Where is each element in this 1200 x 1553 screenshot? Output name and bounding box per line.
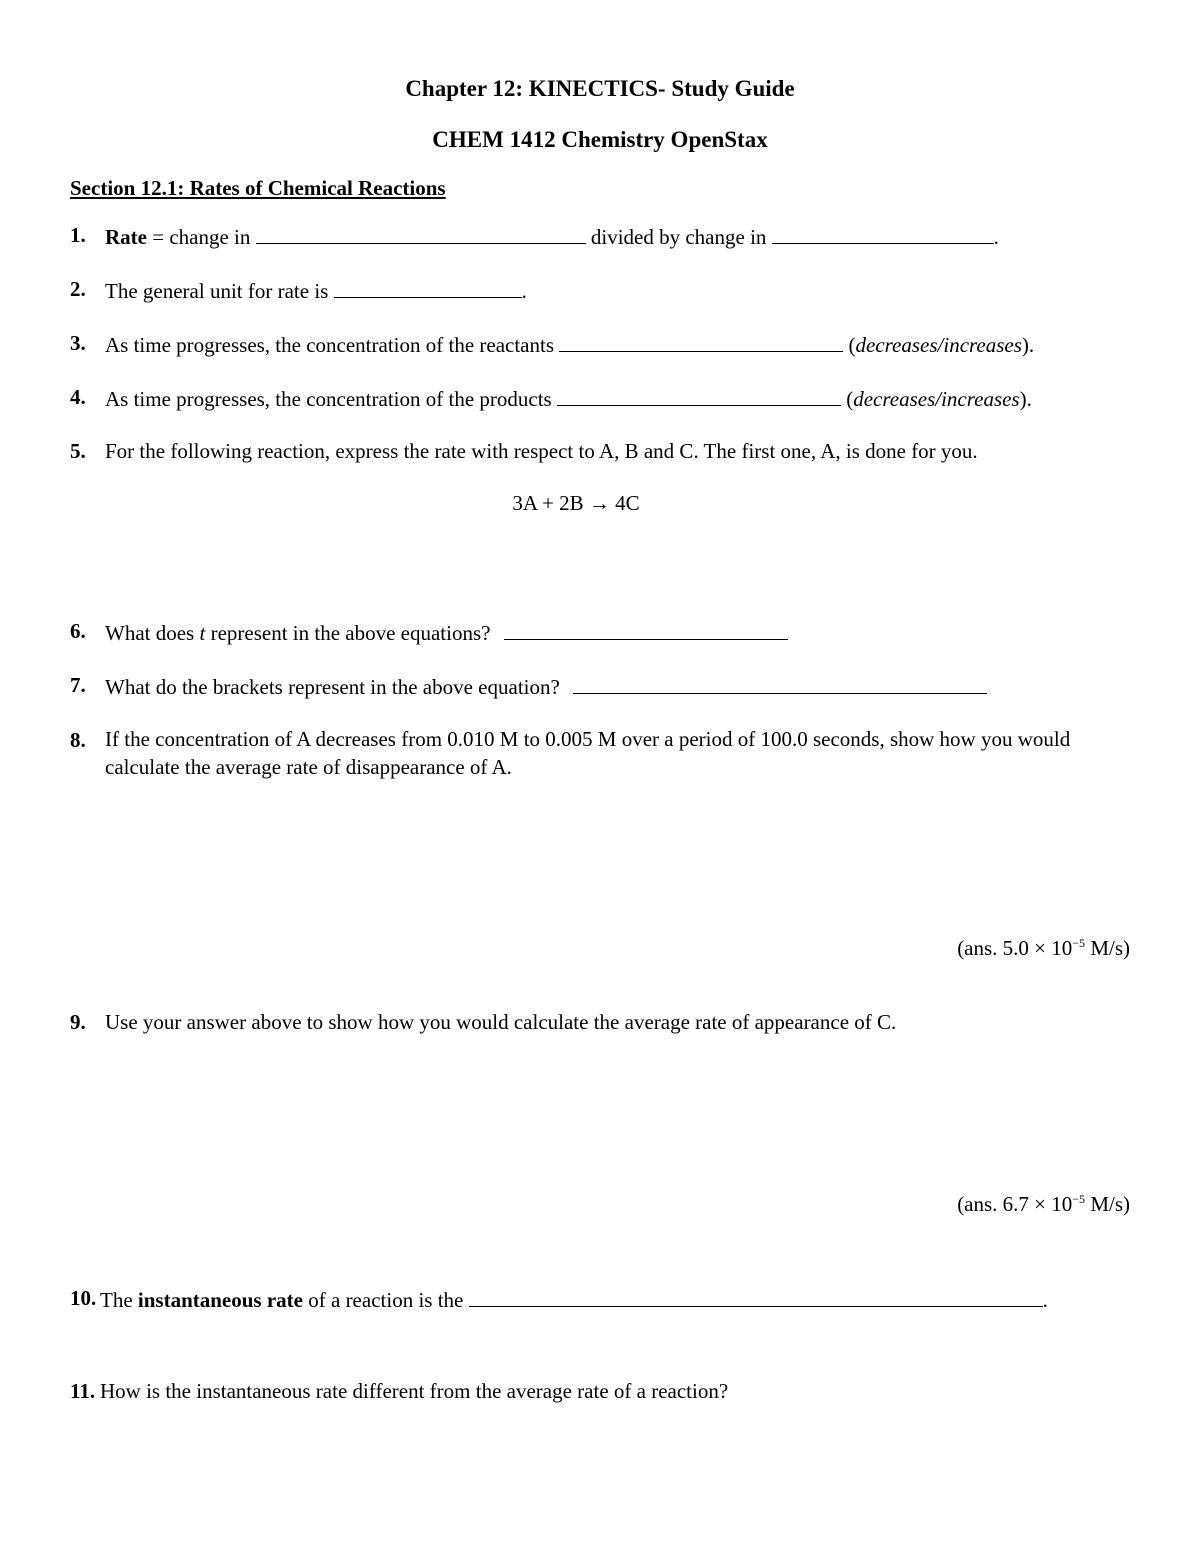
question-number: 10. — [70, 1286, 97, 1310]
course-title: CHEM 1412 Chemistry OpenStax — [432, 127, 768, 152]
reaction-equation: 3A + 2B → 4C — [512, 491, 640, 515]
answer-blank[interactable] — [557, 387, 841, 406]
section-heading: Section 12.1: Rates of Chemical Reactions — [70, 176, 446, 200]
variable-t: t — [199, 621, 206, 645]
answer-unit: M/s) — [1085, 936, 1130, 960]
question-text: As time progresses, the concentration of the products — [105, 387, 557, 411]
question-number: 4. — [70, 385, 86, 409]
instantaneous-rate-term: instantaneous rate — [137, 1288, 303, 1312]
answer-blank[interactable] — [559, 333, 843, 352]
question-text: . — [1042, 1288, 1048, 1312]
question-text: For the following reaction, express the rate with respect to A, B and C. The first one, A, is done for you. — [105, 439, 978, 463]
answer-hint-9 — [957, 1194, 1130, 1215]
question-number: 11. — [70, 1379, 96, 1403]
question-text: . — [521, 279, 527, 303]
question-number: 7. — [70, 673, 86, 697]
question-number: 6. — [70, 619, 86, 643]
question-text: of a reaction is the — [303, 1288, 469, 1312]
question-number: 5. — [70, 439, 86, 463]
answer-exponent: −5 — [1072, 936, 1086, 950]
answer-options: decreases/increases — [855, 333, 1022, 357]
question-text: = change in — [146, 225, 256, 249]
question-text: The general unit for rate is — [105, 279, 334, 303]
question-text: . — [993, 225, 999, 249]
answer-hint-8 — [957, 938, 1130, 959]
question-text: Use your answer above to show how you would calculate the average rate of appearance of C. — [105, 1010, 897, 1034]
question-text: ). — [1019, 387, 1032, 411]
answer-options: decreases/increases — [853, 387, 1020, 411]
answer-blank[interactable] — [256, 225, 586, 244]
question-number: 8. — [70, 728, 86, 752]
question-text: What do the brackets represent in the above equation? — [105, 675, 566, 699]
answer-blank[interactable] — [772, 225, 994, 244]
answer-unit: M/s) — [1085, 1192, 1130, 1216]
question-text: As time progresses, the concentration of the reactants — [105, 333, 560, 357]
answer-blank[interactable] — [504, 621, 788, 640]
question-number: 3. — [70, 331, 86, 355]
question-number: 9. — [70, 1010, 86, 1034]
question-text: ( — [840, 387, 854, 411]
question-number: 2. — [70, 277, 86, 301]
answer-text: (ans. 6.7 × 10 — [957, 1192, 1073, 1216]
question-text: represent in the above equations? — [205, 621, 496, 645]
question-text: ). — [1021, 333, 1035, 357]
answer-blank[interactable] — [573, 675, 987, 694]
answer-text: (ans. 5.0 × 10 — [957, 936, 1073, 960]
page-title: Chapter 12: KINECTICS- Study Guide — [405, 76, 795, 101]
answer-exponent: −5 — [1072, 1192, 1086, 1206]
answer-blank[interactable] — [469, 1288, 1043, 1307]
question-text: If the concentration of A decreases from 0.010 M to 0.005 M over a period of 100.0 seconds, show how you would calculate the average rate of disappearance of A. — [105, 727, 1071, 779]
question-text: The — [100, 1288, 138, 1312]
question-text: What does — [105, 621, 200, 645]
rate-term: Rate — [105, 225, 147, 249]
answer-blank[interactable] — [334, 279, 522, 298]
question-text: How is the instantaneous rate different from the average rate of a reaction? — [100, 1379, 729, 1403]
question-text: divided by change in — [585, 225, 772, 249]
question-number: 1. — [70, 223, 86, 247]
question-text: ( — [843, 333, 856, 357]
